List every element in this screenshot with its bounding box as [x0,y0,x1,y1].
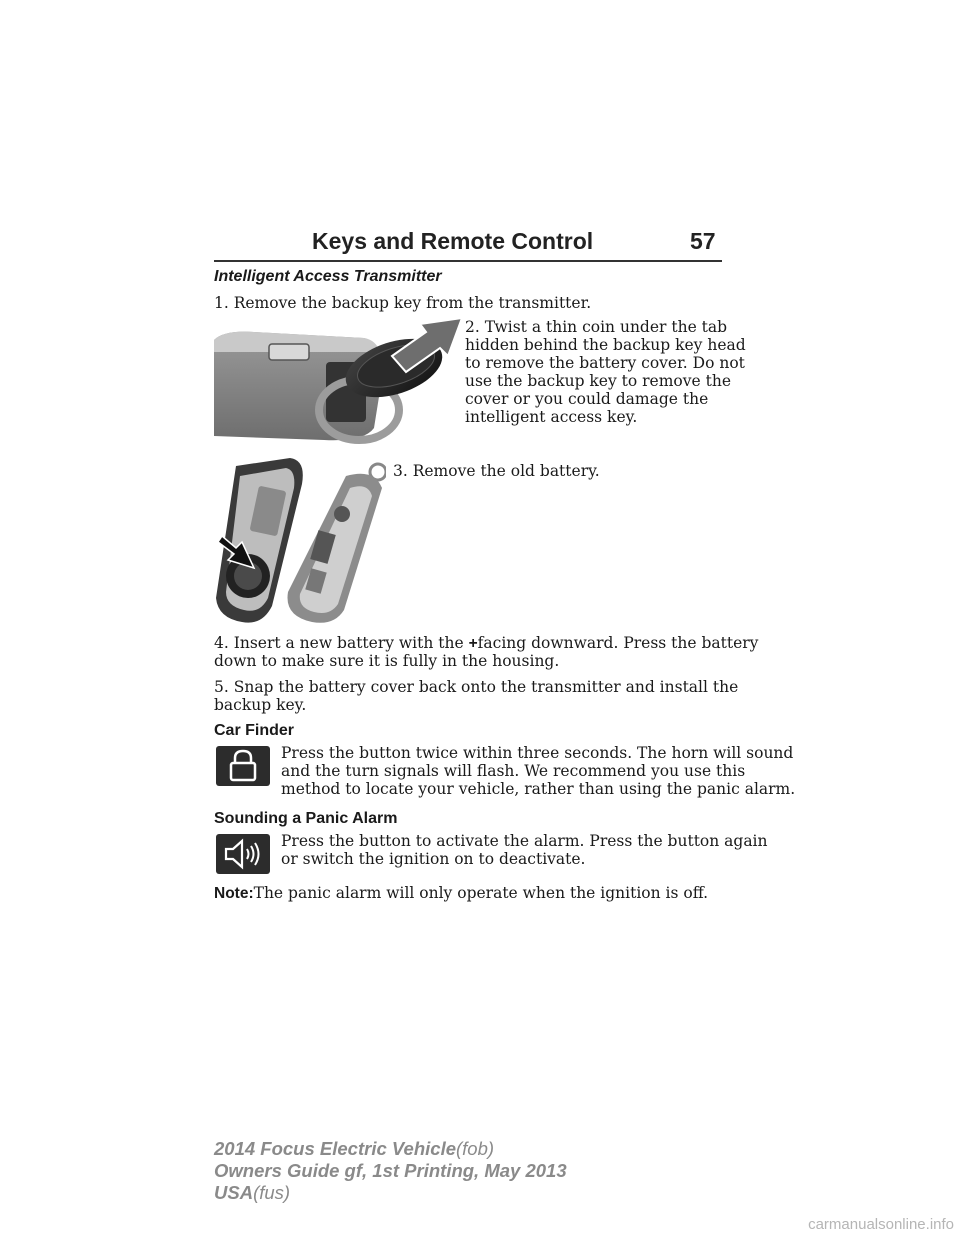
step-2-text [465,318,746,426]
section-heading-panic-alarm: Sounding a Panic Alarm [214,810,398,827]
footer-line-3 [214,1182,290,1204]
coin-battery-cover-illustration [214,318,464,450]
panic-alarm-line: Press the button to activate the alarm. Press the button again [281,832,768,850]
step-2-line: hidden behind the backup key head [465,336,746,354]
car-finder-text [281,744,795,798]
car-finder-line: method to locate your vehicle, rather than using the panic alarm. [281,780,796,798]
step-4-text [214,634,758,653]
note-label: Note: [214,885,254,902]
padlock-icon [216,746,270,786]
footer-line-1 [214,1138,494,1160]
plus-symbol: + [468,635,478,652]
header-rule [214,260,722,262]
step-4-text-after: facing downward. Press the battery [477,634,759,652]
panic-alarm-text [281,832,768,868]
step-4-text-before: 4. Insert a new battery with the [214,634,464,652]
watermark: carmanualsonline.info [808,1216,954,1233]
step-2-line: cover or you could damage the [465,390,709,408]
footer-vehicle: 2014 Focus Electric Vehicle [214,1138,456,1159]
section-heading-car-finder: Car Finder [214,722,295,739]
note [214,884,708,903]
battery-removal-illustration [214,458,386,626]
step-2-line: use the backup key to remove the [465,372,732,390]
car-finder-line: and the turn signals will flash. We recommend you use this [281,762,746,780]
step-2-line: intelligent access key. [465,408,638,426]
step-4-line-2: down to make sure it is fully in the housing. [214,652,560,670]
panic-alarm-line: or switch the ignition on to deactivate. [281,850,586,868]
footer-line-2: Owners Guide gf, 1st Printing, May 2013 [214,1160,567,1181]
step-2-line: 2. Twist a thin coin under the tab [465,318,728,336]
note-text: The panic alarm will only operate when the ignition is off. [253,884,709,902]
speaker-icon [216,834,270,874]
step-5-line-1: 5. Snap the battery cover back onto the transmitter and install the [214,678,739,696]
footer-region: USA [214,1182,254,1203]
page-number: 57 [690,228,716,254]
footer-code: (fob) [456,1138,495,1159]
step-5-line-2: backup key. [214,696,307,714]
step-2-line: to remove the battery cover. Do not [465,354,745,372]
section-heading-intelligent-access: Intelligent Access Transmitter [214,268,442,285]
step-1-text: 1. Remove the backup key from the transmitter. [214,294,592,312]
page-header-title: Keys and Remote Control [312,228,594,254]
step-3-text: 3. Remove the old battery. [393,462,600,480]
footer-region-code: (fus) [253,1182,291,1203]
car-finder-line: Press the button twice within three seconds. The horn will sound [281,744,794,762]
